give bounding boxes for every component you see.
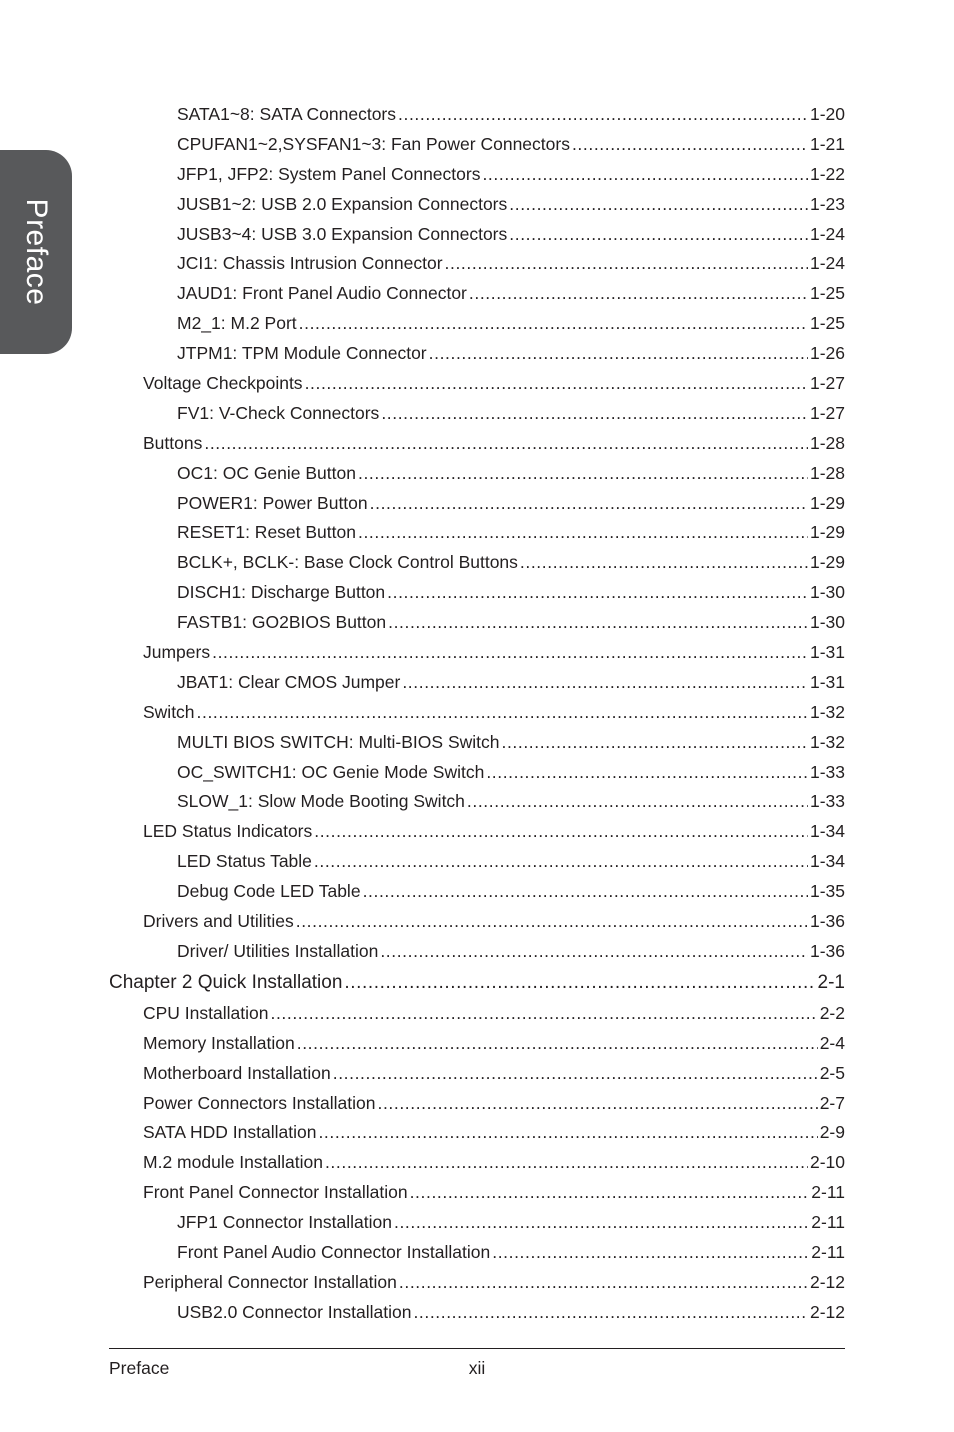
toc-entry-title: MULTI BIOS SWITCH: Multi-BIOS Switch <box>177 731 500 752</box>
section-side-tab-label: Preface <box>20 198 53 306</box>
toc-entry-page: 1-20 <box>809 104 845 124</box>
toc-dot-leader <box>402 668 808 698</box>
toc-entry[interactable] <box>109 847 845 877</box>
toc-entry-page: 1-34 <box>809 851 845 872</box>
toc-entry-page: 1-34 <box>809 821 845 842</box>
toc-dot-leader <box>325 1148 808 1178</box>
toc-entry-page: 2-1 <box>817 971 845 993</box>
toc-entry-page: 1-29 <box>809 492 845 513</box>
toc-entry-title: JUSB3~4: USB 3.0 Expansion Connectors <box>177 223 508 244</box>
toc-entry[interactable] <box>109 668 845 698</box>
toc-dot-leader <box>370 489 808 519</box>
toc-entry-page: 1-33 <box>809 791 845 812</box>
toc-entry-page: 1-22 <box>809 163 845 184</box>
toc-entry[interactable] <box>109 130 845 160</box>
toc-entry[interactable] <box>109 459 845 489</box>
toc-entry-page: 1-24 <box>809 223 845 244</box>
toc-entry-page: 2-12 <box>809 1271 845 1292</box>
toc-entry-page: 1-23 <box>809 193 845 214</box>
toc-dot-leader <box>486 758 808 788</box>
toc-dot-leader <box>381 399 808 429</box>
toc-entry-title: Front Panel Audio Connector Installation <box>177 1241 491 1262</box>
section-side-tab <box>0 150 72 354</box>
toc-dot-leader <box>469 279 808 309</box>
toc-dot-leader <box>314 817 808 847</box>
toc-dot-leader <box>197 698 808 728</box>
toc-entry[interactable] <box>109 937 845 967</box>
toc-entry[interactable] <box>109 578 845 608</box>
toc-entry-title: SATA HDD Installation <box>143 1122 317 1143</box>
toc-entry[interactable] <box>109 1238 845 1268</box>
toc-entry[interactable] <box>109 907 845 937</box>
toc-entry-page: 1-33 <box>809 761 845 782</box>
toc-dot-leader <box>445 249 808 279</box>
toc-entry-page: 1-25 <box>809 283 845 304</box>
toc-entry[interactable] <box>109 429 845 459</box>
toc-dot-leader <box>299 309 808 339</box>
toc-dot-leader <box>520 548 808 578</box>
toc-entry[interactable] <box>109 999 845 1029</box>
toc-dot-leader <box>410 1178 810 1208</box>
toc-entry[interactable] <box>109 728 845 758</box>
toc-entry-page: 2-11 <box>811 1182 845 1203</box>
toc-entry[interactable] <box>109 369 845 399</box>
toc-entry[interactable] <box>109 399 845 429</box>
toc-dot-leader <box>204 429 808 459</box>
toc-entry-title: OC1: OC Genie Button <box>177 462 356 483</box>
toc-entry-title: FV1: V-Check Connectors <box>177 402 380 423</box>
toc-entry[interactable] <box>109 877 845 907</box>
toc-entry-title: Front Panel Connector Installation <box>143 1182 408 1203</box>
toc-dot-leader <box>212 638 808 668</box>
toc-entry-page: 1-30 <box>809 612 845 633</box>
toc-entry[interactable] <box>109 339 845 369</box>
toc-entry-page: 1-31 <box>809 642 845 663</box>
toc-entry-title: JBAT1: Clear CMOS Jumper <box>177 671 401 692</box>
toc-entry-title: M.2 module Installation <box>143 1152 323 1173</box>
toc-dot-leader <box>398 100 808 130</box>
toc-entry-title: JFP1 Connector Installation <box>177 1212 392 1233</box>
toc-entry-title: BCLK+, BCLK-: Base Clock Control Buttons <box>177 552 518 573</box>
toc-entry-title: JTPM1: TPM Module Connector <box>177 343 427 364</box>
toc-entry[interactable] <box>109 100 845 130</box>
toc-entry-title: Peripheral Connector Installation <box>143 1271 397 1292</box>
toc-entry[interactable] <box>109 1178 845 1208</box>
toc-entry[interactable] <box>109 190 845 220</box>
toc-entry-title: RESET1: Reset Button <box>177 522 356 543</box>
toc-entry-page: 2-10 <box>809 1152 845 1173</box>
toc-dot-leader <box>333 1059 818 1089</box>
toc-dot-leader <box>502 728 808 758</box>
toc-entry[interactable] <box>109 1268 845 1298</box>
toc-entry-title: Drivers and Utilities <box>143 911 294 932</box>
toc-entry-page: 1-29 <box>809 552 845 573</box>
toc-entry-title: Switch <box>143 701 195 722</box>
toc-entry-title: M2_1: M.2 Port <box>177 313 297 334</box>
toc-entry-title: CPU Installation <box>143 1002 269 1023</box>
toc-entry[interactable] <box>109 1029 845 1059</box>
toc-entry-title: SLOW_1: Slow Mode Booting Switch <box>177 791 465 812</box>
toc-entry[interactable] <box>109 518 845 548</box>
toc-dot-leader <box>482 160 808 190</box>
toc-entry-page: 1-26 <box>809 343 845 364</box>
toc-entry[interactable] <box>109 249 845 279</box>
toc-dot-leader <box>358 518 808 548</box>
toc-dot-leader <box>358 459 808 489</box>
toc-entry-title: JUSB1~2: USB 2.0 Expansion Connectors <box>177 193 508 214</box>
toc-dot-leader <box>305 369 808 399</box>
toc-dot-leader <box>572 130 808 160</box>
toc-entry-title: FASTB1: GO2BIOS Button <box>177 612 387 633</box>
toc-dot-leader <box>492 1238 809 1268</box>
toc-entry-page: 1-32 <box>809 701 845 722</box>
toc-dot-leader <box>429 339 808 369</box>
toc-entry-title: LED Status Table <box>177 851 312 872</box>
toc-entry-page: 1-36 <box>809 940 845 961</box>
toc-dot-leader <box>509 220 808 250</box>
toc-entry-title: Chapter 2 Quick Installation <box>109 971 343 993</box>
toc-entry[interactable] <box>109 758 845 788</box>
toc-chapter-entry[interactable] <box>109 967 845 999</box>
footer-divider <box>109 1348 845 1349</box>
toc-entry-title: Jumpers <box>143 642 211 663</box>
toc-entry-page: 2-11 <box>811 1241 845 1262</box>
toc-dot-leader <box>318 1118 817 1148</box>
toc-entry[interactable] <box>109 1298 845 1328</box>
toc-entry[interactable] <box>109 787 845 817</box>
toc-dot-leader <box>296 907 808 937</box>
toc-entry-page: 1-28 <box>809 462 845 483</box>
toc-entry-title: JCI1: Chassis Intrusion Connector <box>177 253 443 274</box>
toc-entry-page: 2-11 <box>811 1212 845 1233</box>
toc-entry-title: Buttons <box>143 432 203 453</box>
toc-entry[interactable] <box>109 489 845 519</box>
toc-dot-leader <box>363 877 808 907</box>
toc-entry[interactable] <box>109 698 845 728</box>
toc-entry-page: 1-24 <box>809 253 845 274</box>
toc-entry[interactable] <box>109 548 845 578</box>
toc-dot-leader <box>297 1029 818 1059</box>
toc-dot-leader <box>467 787 808 817</box>
toc-entry[interactable] <box>109 1089 845 1119</box>
toc-entry-title: OC_SWITCH1: OC Genie Mode Switch <box>177 761 485 782</box>
toc-entry-page: 1-27 <box>809 402 845 423</box>
toc-entry-title: Debug Code LED Table <box>177 881 361 902</box>
toc-entry-page: 1-30 <box>809 582 845 603</box>
toc-entry-page: 1-27 <box>809 373 845 394</box>
toc-entry-title: Memory Installation <box>143 1032 295 1053</box>
toc-entry-page: 1-36 <box>809 911 845 932</box>
toc-dot-leader <box>270 999 817 1029</box>
toc-entry-title: POWER1: Power Button <box>177 492 368 513</box>
toc-entry[interactable] <box>109 309 845 339</box>
toc-entry[interactable] <box>109 160 845 190</box>
toc-entry-page: 1-25 <box>809 313 845 334</box>
toc-dot-leader <box>394 1208 809 1238</box>
toc-entry[interactable] <box>109 279 845 309</box>
toc-entry-page: 2-5 <box>819 1062 845 1083</box>
toc-dot-leader <box>380 937 808 967</box>
toc-dot-leader <box>388 608 808 638</box>
toc-entry-title: CPUFAN1~2,SYSFAN1~3: Fan Power Connectors <box>177 133 570 154</box>
toc-entry-title: LED Status Indicators <box>143 821 313 842</box>
toc-entry[interactable] <box>109 1148 845 1178</box>
toc-entry[interactable] <box>109 1208 845 1238</box>
toc-entry[interactable] <box>109 608 845 638</box>
footer-page-number: xii <box>468 1358 486 1378</box>
toc-entry[interactable] <box>109 638 845 668</box>
toc-entry-title: JAUD1: Front Panel Audio Connector <box>177 283 467 304</box>
toc-entry-title: USB2.0 Connector Installation <box>177 1301 412 1322</box>
toc-entry[interactable] <box>109 1118 845 1148</box>
footer-section-name: Preface <box>109 1358 170 1378</box>
toc-dot-leader <box>399 1268 808 1298</box>
toc-entry-page: 1-28 <box>809 432 845 453</box>
toc-entry-page: 2-2 <box>819 1002 845 1023</box>
toc-entry-title: Motherboard Installation <box>143 1062 331 1083</box>
toc-entry[interactable] <box>109 817 845 847</box>
toc-dot-leader <box>377 1089 817 1119</box>
toc-entry-page: 1-35 <box>809 881 845 902</box>
toc-entry-title: Voltage Checkpoints <box>143 373 303 394</box>
toc-entry-page: 2-12 <box>809 1301 845 1322</box>
toc-entry[interactable] <box>109 1059 845 1089</box>
toc-dot-leader <box>314 847 808 877</box>
toc-entry-page: 1-29 <box>809 522 845 543</box>
toc-entry-page: 1-32 <box>809 731 845 752</box>
toc-dot-leader <box>344 967 815 999</box>
toc-dot-leader <box>413 1298 808 1328</box>
toc-entry-title: DISCH1: Discharge Button <box>177 582 386 603</box>
toc-entry-title: Driver/ Utilities Installation <box>177 940 379 961</box>
toc-entry-page: 2-4 <box>819 1032 845 1053</box>
toc-dot-leader <box>509 190 808 220</box>
toc-entry-title: SATA1~8: SATA Connectors <box>177 104 397 124</box>
toc-entry[interactable] <box>109 220 845 250</box>
toc-entry-page: 2-9 <box>819 1122 845 1143</box>
toc-entry-page: 2-7 <box>819 1092 845 1113</box>
table-of-contents <box>109 100 845 1328</box>
toc-entry-page: 1-31 <box>809 671 845 692</box>
toc-dot-leader <box>387 578 808 608</box>
toc-entry-page: 1-21 <box>809 133 845 154</box>
toc-entry-title: JFP1, JFP2: System Panel Connectors <box>177 163 481 184</box>
toc-entry-title: Power Connectors Installation <box>143 1092 376 1113</box>
